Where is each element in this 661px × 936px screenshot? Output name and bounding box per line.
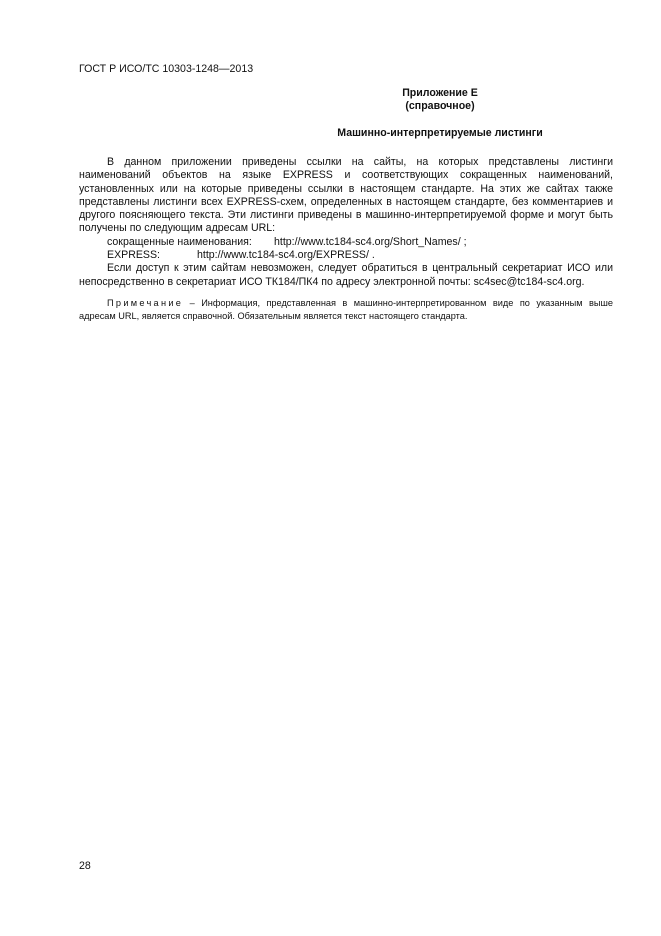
short-names-line (79, 236, 613, 249)
body-text (79, 156, 613, 289)
appendix-subtitle: (справочное) (405, 100, 475, 112)
note-text: – Информация, представленная в машинно-интерпретированном виде по указанным выше адресам URL, является справочной. Обязательным является текст настоящего стандарта. (79, 298, 613, 321)
express-line (79, 249, 613, 262)
intro-paragraph: В данном приложении приведены ссылки на сайты, на которых представлены листинги наименований объектов на языке EXPRESS и соответствующих сокращенных наименований, установленных или на которые приведены ссылки в настоящем стандарте. На этих же сайтах также представлены листинги всех EXPRESS-схем, определенных в настоящем стандарте, без комментариев и другого поясняющего текста. Эти листинги приведены в машинно-интерпретируемой форме и могут быть получены по следующим адресам URL: (79, 156, 613, 235)
express-url[interactable]: http://www.tc184-sc4.org/EXPRESS/ . (197, 249, 375, 262)
note-paragraph (79, 297, 613, 322)
contact-paragraph: Если доступ к этим сайтам невозможен, следует обратиться в центральный секретариат ИСО или непосредственно в секретариат ИСО ТК184/ПК4 по адресу электронной почты: sc4sec@tc184-sc4.org. (79, 262, 613, 288)
express-label: EXPRESS: (107, 249, 160, 262)
section-title: Машинно-интерпретируемые листинги (337, 127, 543, 139)
short-names-label: сокращенные наименования: (107, 235, 252, 248)
short-names-url[interactable]: http://www.tc184-sc4.org/Short_Names/ ; (274, 235, 467, 248)
standard-code-header: ГОСТ Р ИСО/ТС 10303-1248—2013 (79, 63, 254, 75)
appendix-title: Приложение Е (402, 87, 478, 99)
page-number: 28 (79, 860, 91, 872)
appendix-heading (79, 87, 613, 113)
note-label: Примечание (107, 298, 184, 308)
